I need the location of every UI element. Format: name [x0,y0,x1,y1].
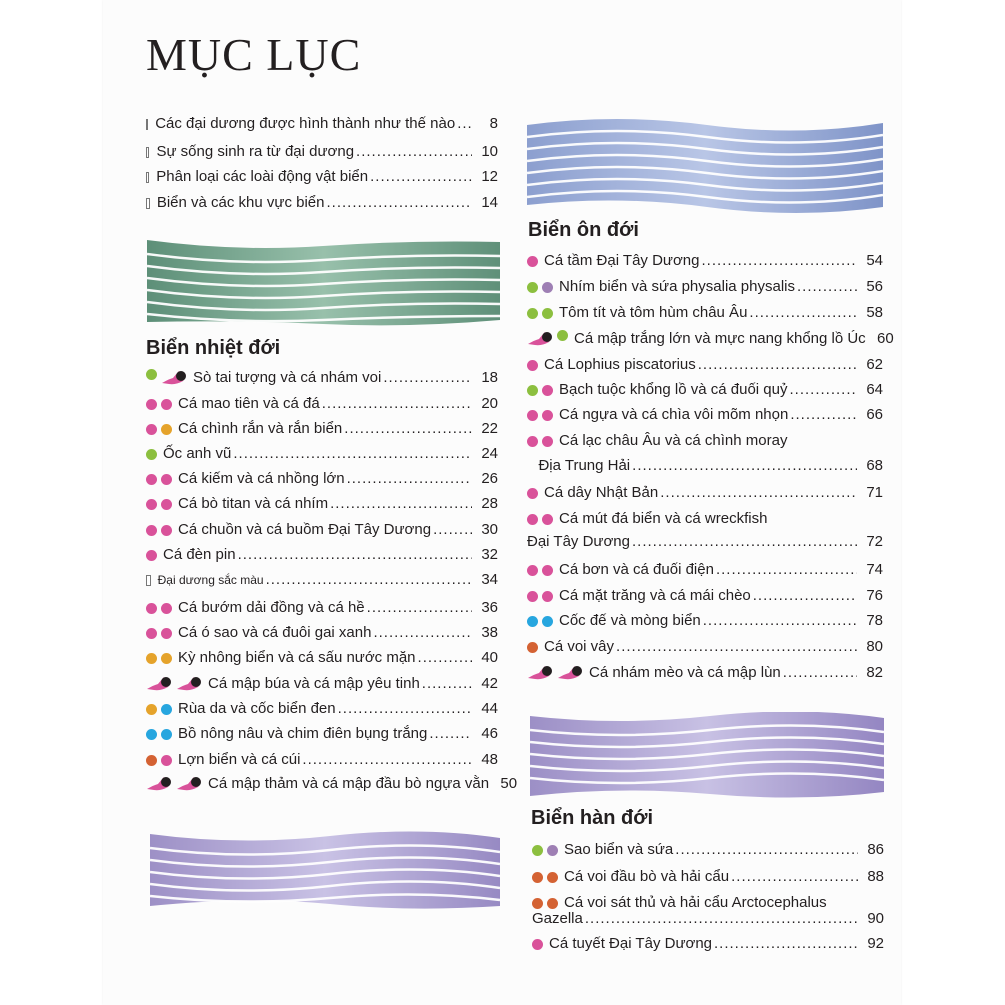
dot-leader [344,420,472,438]
toc-entry-label: Cá Lophius piscatorius [544,356,696,373]
toc-entry[interactable] [527,561,883,579]
toc-entry-label: Tôm tít và tôm hùm châu Âu [559,304,748,321]
wave-banner-bottom-left [150,830,500,910]
category-markers [146,474,172,485]
toc-entry-label: Phân loại các loài động vật biển [156,168,369,185]
toc-entry-label: Cá chuồn và cá buồm Đại Tây Dương [178,521,432,538]
orange-dot-icon [146,653,157,664]
dot-leader [797,278,857,296]
section-heading-tropical: Biển nhiệt đới [146,337,281,359]
dot-leader [632,457,857,475]
pink-dot-icon [146,499,157,510]
pink-dot-icon [161,603,172,614]
toc-entry-page: 46 [481,725,498,742]
toc-entry[interactable] [527,330,894,348]
category-markers [527,410,553,421]
checkbox-icon [146,172,149,183]
toc-entry-page: 56 [866,278,883,295]
dot-leader [698,356,857,374]
toc-entry-page: 71 [866,484,883,501]
dot-leader [585,910,858,928]
category-markers [527,616,553,627]
pink-dot-icon [161,628,172,639]
toc-entry-label: Cá dây Nhật Bản [544,484,659,501]
brown-dot-icon [532,898,543,909]
category-markers [146,628,172,639]
category-markers [146,399,172,410]
blue-dot-icon [161,704,172,715]
category-markers [527,488,538,499]
category-markers [146,775,202,793]
dot-leader [238,546,472,564]
pink-dot-icon [542,591,553,602]
shark-icon [527,664,553,682]
category-markers [527,664,583,682]
green-dot-icon [532,845,543,856]
pink-dot-icon [542,410,553,421]
category-markers [527,642,538,653]
toc-entry[interactable] [146,700,498,718]
toc-entry-label: Cá mập trắng lớn và mực nang khổng lồ Úc [574,330,866,347]
pink-dot-icon [146,399,157,410]
brown-dot-icon [547,872,558,883]
toc-entry-label: Đại Tây Dương [527,533,630,550]
toc-entry-page: 38 [481,624,498,641]
toc-entry[interactable] [146,395,498,413]
dot-leader [632,533,857,551]
wave-banner-top-right [527,115,883,215]
category-markers [146,550,157,561]
dot-leader [702,252,858,270]
toc-entry-label: Bạch tuộc khổng lồ và cá đuối quỷ [559,381,788,398]
dot-leader [322,395,472,413]
toc-entry[interactable] [146,194,498,212]
toc-entry-label: Sao biển và sứa [564,841,674,858]
toc-entry-page: 36 [481,599,498,616]
wave-banner-cold [530,712,884,800]
pink-dot-icon [146,550,157,561]
toc-entry-label: Ốc anh vũ [163,445,232,462]
toc-entry-label: Rùa da và cốc biển đen [178,700,336,717]
toc-entry[interactable] [146,445,498,463]
dot-leader [302,751,472,769]
toc-entry-label: Lợn biển và cá cúi [178,751,301,768]
toc-entry-page: 62 [866,356,883,373]
toc-entry-page: 12 [481,168,498,185]
pink-dot-icon [161,499,172,510]
toc-entry[interactable] [532,910,884,928]
dot-leader [675,841,858,859]
toc-entry[interactable] [527,356,883,374]
toc-entry[interactable] [146,143,498,161]
toc-entry-page: 88 [867,868,884,885]
toc-entry-label: Cá mao tiên và cá đá [178,395,320,412]
toc-entry[interactable] [146,624,498,642]
toc-entry[interactable] [527,406,883,424]
dot-leader [383,369,472,387]
toc-entry-label: Cá nhám mèo và cá mập lùn [589,664,781,681]
toc-entry-page: 48 [481,751,498,768]
dot-leader [367,599,472,617]
toc-entry-page: 58 [866,304,883,321]
category-markers [527,330,568,348]
blue-dot-icon [146,729,157,740]
section-heading-cold: Biển hàn đới [531,807,654,829]
green-dot-icon [557,330,568,341]
dot-leader [326,194,472,212]
dot-leader [731,868,858,886]
toc-entry-label: Cá voi đầu bò và hải cẩu [564,868,730,885]
toc-entry-page: 54 [866,252,883,269]
dot-leader [703,612,857,630]
shark-icon [146,675,172,693]
green-dot-icon [146,449,157,460]
category-markers [146,653,172,664]
pink-dot-icon [527,591,538,602]
toc-entry[interactable] [146,470,498,488]
blue-dot-icon [542,616,553,627]
category-markers [146,729,172,740]
pink-dot-icon [542,436,553,447]
pink-dot-icon [527,256,538,267]
checkbox-icon [146,575,151,586]
toc-entry-page: 50 [500,775,518,792]
category-markers [527,436,553,447]
category-markers [146,675,202,693]
dot-leader [783,664,857,682]
pink-dot-icon [146,525,157,536]
toc-entry-label: Gazella [532,910,583,927]
toc-entry[interactable] [146,115,498,133]
toc-entry-page: 22 [481,420,498,437]
purple-dot-icon [547,845,558,856]
toc-entry-label: Cốc đế và mòng biển [559,612,701,629]
dot-leader [660,484,857,502]
toc-entry-label: Cá voi sát thủ và hải cẩu Arctocephalus [564,894,827,911]
green-dot-icon [542,308,553,319]
toc-entry-label: Cá voi vây [544,638,615,655]
toc-entry-label: Sò tai tượng và cá nhám voi [193,369,382,386]
toc-entry[interactable] [146,599,498,617]
dot-leader [418,649,472,667]
toc-entry[interactable] [146,495,498,513]
toc-entry-page: 82 [866,664,883,681]
pink-dot-icon [146,628,157,639]
category-markers [146,704,172,715]
toc-entry-label: Sự sống sinh ra từ đại dương [156,143,355,160]
toc-entry-page: 86 [867,841,884,858]
dot-leader [790,381,858,399]
category-markers [146,525,172,536]
toc-entry-page: 74 [866,561,883,578]
category-markers [532,939,543,950]
pink-dot-icon [161,755,172,766]
toc-entry-label: Cá mập thảm và cá mập đầu bò ngựa vằn [208,775,490,792]
brown-dot-icon [547,898,558,909]
dot-leader [266,571,472,589]
toc-entry-label: Nhím biển và sứa physalia physalis [559,278,795,295]
toc-entry-label: Cá bò titan và cá nhím [178,495,329,512]
dot-leader [616,638,857,656]
dot-leader [356,143,472,161]
toc-entry[interactable] [146,521,498,539]
category-markers [532,872,558,883]
toc-entry-page: 44 [481,700,498,717]
pink-dot-icon [527,436,538,447]
category-markers [527,565,553,576]
toc-entry-page: 90 [867,910,884,927]
toc-entry-label: Cá ngựa và cá chìa vôi mõm nhọn [559,406,789,423]
toc-entry-page: 72 [866,533,883,550]
category-markers [527,282,553,293]
dot-leader [429,725,472,743]
category-markers [532,845,558,856]
toc-entry-label: Địa Trung Hải [538,457,631,474]
pink-dot-icon [527,514,538,525]
toc-entry-page: 20 [481,395,498,412]
brown-dot-icon [527,642,538,653]
toc-entry[interactable] [527,304,883,322]
category-markers [146,449,157,460]
pink-dot-icon [161,474,172,485]
toc-entry-page: 78 [866,612,883,629]
pink-dot-icon [542,514,553,525]
toc-entry[interactable] [527,587,883,605]
toc-entry[interactable] [146,725,498,743]
category-markers [532,898,558,909]
toc-entry-page: 34 [481,571,498,588]
toc-entry-label: Biển và các khu vực biển [156,194,325,211]
toc-entry-label: Cá ó sao và cá đuôi gai xanh [178,624,372,641]
toc-entry[interactable] [527,252,883,270]
pink-dot-icon [161,525,172,536]
toc-entry[interactable] [527,278,883,296]
category-markers [146,499,172,510]
toc-entry-page: 66 [866,406,883,423]
toc-entry-page: 18 [481,369,498,386]
dot-leader [433,521,472,539]
toc-entry[interactable] [532,935,884,953]
toc-entry[interactable] [527,533,883,551]
dot-leader [749,304,857,322]
section-heading-temperate: Biển ôn đới [528,219,639,241]
toc-entry-label: Cá bơn và cá đuối điện [559,561,714,578]
shark-icon [146,775,172,793]
green-dot-icon [146,369,157,380]
orange-dot-icon [146,704,157,715]
toc-entry[interactable] [527,457,883,475]
toc-entry[interactable] [527,664,883,682]
toc-entry[interactable] [146,369,498,387]
pink-dot-icon [146,474,157,485]
toc-entry-page: 28 [481,495,498,512]
toc-entry[interactable] [146,546,498,564]
pink-dot-icon [527,488,538,499]
category-markers [527,360,538,371]
shark-icon [176,675,202,693]
blue-dot-icon [527,616,538,627]
pink-dot-icon [527,565,538,576]
brown-dot-icon [532,872,543,883]
dot-leader [457,115,472,133]
shark-icon [527,330,553,348]
toc-entry[interactable] [146,751,498,769]
toc-entry-label: Các đại dương được hình thành như thế nào [155,115,456,132]
toc-entry-label: Cá tuyết Đại Tây Dương [549,935,713,952]
dot-leader [347,470,472,488]
toc-entry-page: 40 [481,649,498,666]
dot-leader [338,700,472,718]
toc-entry-label: Đại dương sắc màu [157,573,264,587]
category-markers [146,603,172,614]
category-markers [146,424,172,435]
toc-entry-page: 8 [489,115,498,132]
shark-icon [557,664,583,682]
blue-dot-icon [161,729,172,740]
dot-leader [753,587,857,605]
toc-entry-page: 76 [866,587,883,604]
toc-entry-page: 26 [481,470,498,487]
toc-entry[interactable] [146,775,518,793]
toc-entry-page: 80 [866,638,883,655]
pink-dot-icon [161,399,172,410]
shark-icon [161,369,187,387]
toc-entry-label: Cá lạc châu Âu và cá chình moray [559,432,788,449]
checkbox-icon [146,147,149,158]
toc-entry-label: Cá chình rắn và rắn biển [178,420,343,437]
dot-leader [714,935,858,953]
checkbox-icon [146,198,150,209]
dot-leader [716,561,857,579]
toc-entry[interactable] [532,841,884,859]
toc-entry-page: 32 [481,546,498,563]
toc-entry[interactable] [146,168,498,186]
toc-entry[interactable] [527,432,883,450]
toc-entry-label: Cá mặt trăng và cá mái chèo [559,587,751,604]
green-dot-icon [527,282,538,293]
pink-dot-icon [542,565,553,576]
orange-dot-icon [161,653,172,664]
green-dot-icon [527,308,538,319]
toc-entry-page: 68 [866,457,883,474]
toc-entry-label: Cá đèn pin [163,546,236,563]
dot-leader [233,445,472,463]
pink-dot-icon [532,939,543,950]
dot-leader [370,168,472,186]
purple-dot-icon [542,282,553,293]
toc-entry[interactable] [527,381,883,399]
toc-entry[interactable] [527,484,883,502]
pink-dot-icon [146,424,157,435]
toc-entry-label: Bồ nông nâu và chim điên bụng trắng [178,725,428,742]
category-markers [527,256,538,267]
toc-entry-page: 92 [867,935,884,952]
category-markers [527,385,553,396]
toc-entry[interactable] [527,510,883,528]
toc-entry-page: 64 [866,381,883,398]
toc-entry-label: Cá mút đá biển và cá wreckfish [559,510,768,527]
checkbox-icon [146,119,148,130]
toc-entry[interactable] [146,649,498,667]
green-dot-icon [527,385,538,396]
dot-leader [373,624,472,642]
toc-entry-page: 42 [481,675,498,692]
toc-entry-label: Cá kiếm và cá nhồng lớn [178,470,345,487]
toc-entry-label: Cá mập búa và cá mập yêu tinh [208,675,420,692]
toc-entry[interactable] [146,571,498,589]
toc-entry[interactable] [146,420,498,438]
toc-entry-label: Cá tầm Đại Tây Dương [544,252,700,269]
pink-dot-icon [542,385,553,396]
toc-entry-label: Kỳ nhông biển và cá sấu nước mặn [178,649,416,666]
toc-entry[interactable] [527,612,883,630]
orange-dot-icon [161,424,172,435]
toc-entry-page: 30 [481,521,498,538]
dot-leader [790,406,857,424]
pink-dot-icon [527,410,538,421]
toc-entry-page: 24 [481,445,498,462]
toc-entry[interactable] [532,868,884,886]
category-markers [527,308,553,319]
wave-banner-tropical [147,238,500,328]
toc-entry-label: Cá bướm dải đồng và cá hề [178,599,365,616]
shark-icon [176,775,202,793]
brown-dot-icon [146,755,157,766]
category-markers [146,755,172,766]
page-title: MỤC LỤC [146,29,362,80]
dot-leader [330,495,472,513]
pink-dot-icon [146,603,157,614]
pink-dot-icon [527,360,538,371]
category-markers [527,591,553,602]
toc-entry-page: 14 [481,194,498,211]
toc-entry-page: 10 [481,143,498,160]
category-markers [527,514,553,525]
toc-entry[interactable] [527,638,883,656]
category-markers [146,369,187,387]
toc-entry[interactable] [146,675,498,693]
dot-leader [422,675,472,693]
toc-entry-page: 60 [877,330,894,347]
